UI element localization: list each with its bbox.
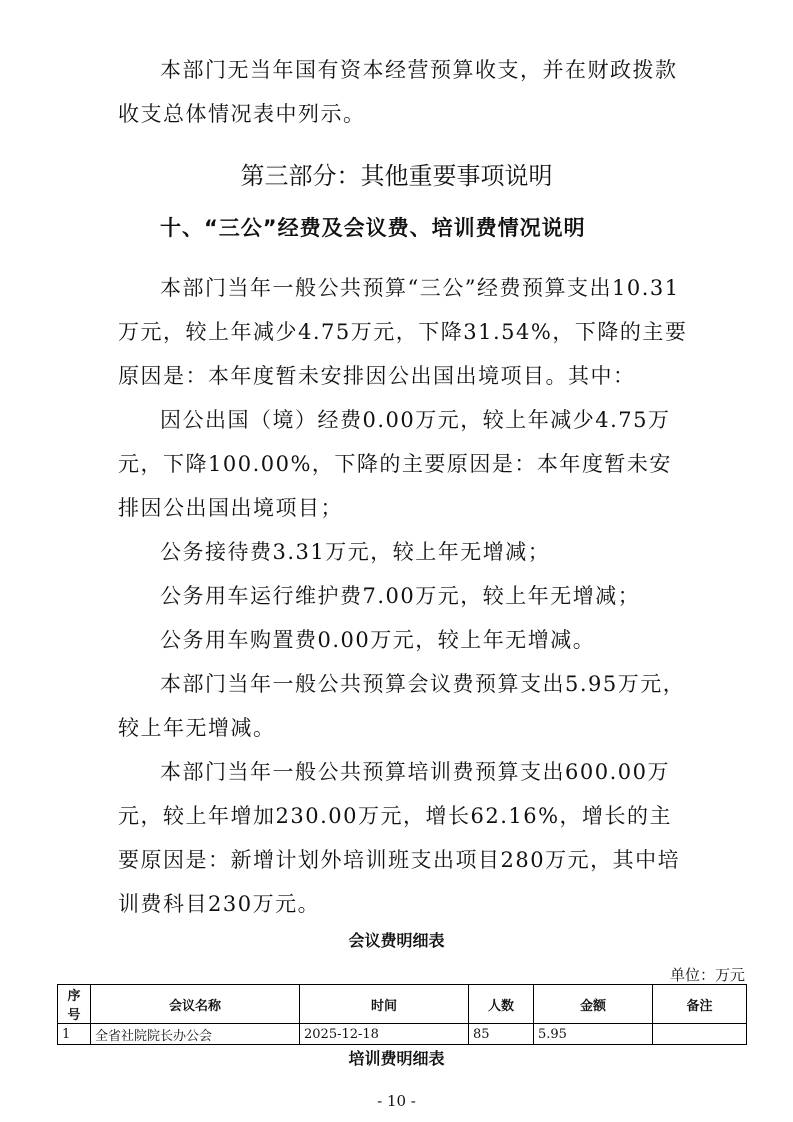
table-cell: 全省社院院长办公会 bbox=[91, 1024, 300, 1045]
table-header-row bbox=[58, 985, 747, 1024]
meeting-fee-table bbox=[57, 984, 747, 1045]
table-cell: 1 bbox=[58, 1024, 91, 1045]
unit-label: 单位：万元 bbox=[669, 966, 745, 984]
header-cell: 序号 bbox=[58, 985, 91, 1024]
paragraph-vehicle-maintenance: 公务用车运行维护费7.00万元，较上年无增减； bbox=[160, 584, 641, 608]
table-cell bbox=[653, 1024, 747, 1045]
table-cell: 85 bbox=[469, 1024, 534, 1045]
header-cell: 时间 bbox=[300, 985, 469, 1024]
table-cell: 2025-12-18 bbox=[300, 1024, 469, 1045]
table-row bbox=[58, 1024, 747, 1045]
section-subtitle: 十、“三公”经费及会议费、培训费情况说明 bbox=[160, 216, 586, 240]
header-cell: 人数 bbox=[469, 985, 534, 1024]
header-cell: 备注 bbox=[653, 985, 747, 1024]
intro-paragraph: 本部门无当年国有资本经营预算收支，并在财政拨款收支总体情况表中列示。 bbox=[118, 58, 678, 126]
meeting-table-title: 会议费明细表 bbox=[348, 931, 445, 950]
paragraph-three-public: 本部门当年一般公共预算“三公”经费预算支出10.31万元，较上年减少4.75万元，下降31.54%，下降的主要原因是：本年度暂未安排因公出国出境项目。其中： bbox=[118, 276, 688, 388]
paragraph-reception: 公务接待费3.31万元，较上年无增减； bbox=[160, 540, 551, 564]
page-number: - 10 - bbox=[377, 1092, 416, 1110]
paragraph-vehicle-purchase: 公务用车购置费0.00万元，较上年无增减。 bbox=[160, 628, 596, 652]
paragraph-overseas: 因公出国（境）经费0.00万元，较上年减少4.75万元，下降100.00%，下降的主要原因是：本年度暂未安排因公出国出境项目； bbox=[118, 408, 672, 520]
section-title: 第三部分：其他重要事项说明 bbox=[240, 162, 553, 190]
paragraph-meeting: 本部门当年一般公共预算会议费预算支出5.95万元，较上年无增减。 bbox=[118, 672, 686, 740]
header-cell: 会议名称 bbox=[91, 985, 300, 1024]
header-cell: 金额 bbox=[534, 985, 653, 1024]
paragraph-training: 本部门当年一般公共预算培训费预算支出600.00万元，较上年增加230.00万元，增长62.16%，增长的主要原因是：新增计划外培训班支出项目280万元，其中培训费科目230万元。 bbox=[118, 760, 681, 916]
table-cell: 5.95 bbox=[534, 1024, 653, 1045]
training-table-title: 培训费明细表 bbox=[348, 1049, 445, 1068]
